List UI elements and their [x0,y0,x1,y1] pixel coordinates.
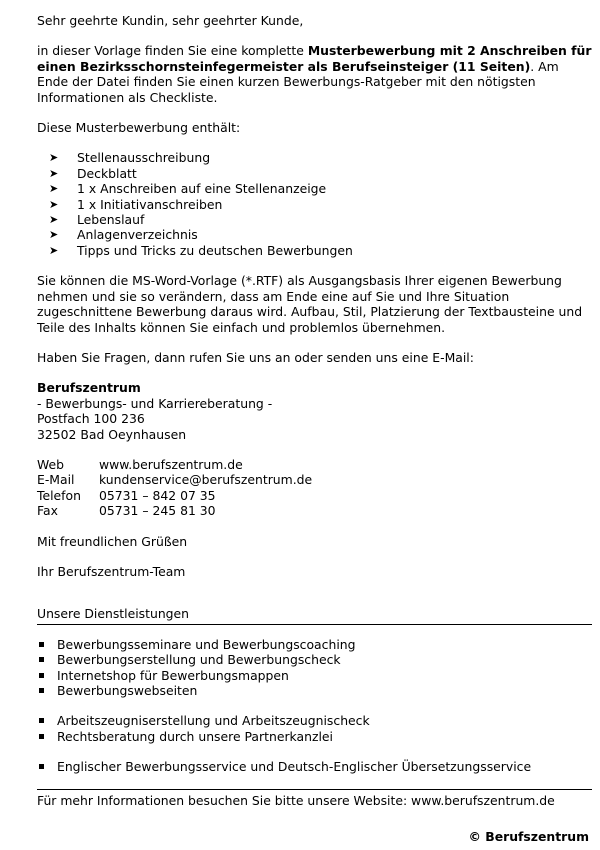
square-bullet-icon [39,764,44,769]
list-item: Rechtsberatung durch unsere Partnerkanzlei [37,729,592,744]
company-name: Berufszentrum [37,380,141,396]
web-link[interactable]: www.berufszentrum.de [99,456,243,472]
intro-text-2: . Am Ende der Datei finden Sie einen kurzen Bewerbungs-Ratgeber mit den nötigsten Informationen als Checkliste. [37,58,559,105]
square-bullet-icon [39,642,44,647]
signature: Ihr Berufszentrum-Team [37,563,186,579]
greeting: Sehr geehrte Kundin, sehr geehrter Kunde, [37,13,304,28]
square-bullet-icon [39,673,44,678]
city: 32502 Bad Oeynhausen [37,426,187,442]
postbox: Postfach 100 236 [37,411,145,427]
list-item: Bewerbungswebseiten [37,683,592,698]
copyright: © Berufszentrum [468,829,589,844]
list-item: ➤ 1 x Initiativanschreiben [49,196,223,212]
list-item: ➤ Lebenslauf [49,212,145,228]
list-item: ➤ Tipps und Tricks zu deutschen Bewerbungen [49,242,353,258]
arrow-bullet-icon: ➤ [49,151,59,165]
document-page [37,13,592,808]
more-info: Für mehr Informationen besuchen Sie bitte unsere Website: www.berufszentrum.de [37,792,555,808]
list-item: ➤ Stellenausschreibung [49,150,211,166]
list-item: Arbeitszeugniserstellung und Arbeitszeugnischeck [37,713,592,728]
services-list-1 [37,637,592,699]
closing: Mit freundlichen Grüßen [37,533,188,549]
arrow-bullet-icon: ➤ [49,182,59,196]
list-item: ➤ 1 x Anschreiben auf eine Stellenanzeige [49,181,327,197]
list-item: Bewerbungsseminare und Bewerbungscoaching [37,637,592,652]
arrow-bullet-icon: ➤ [49,197,59,211]
contents-list [37,150,592,258]
list-item: Internetshop für Bewerbungsmappen [37,668,592,683]
footer-divider [37,789,592,790]
services-list-3 [37,759,592,774]
questions-paragraph: Haben Sie Fragen, dann rufen Sie uns an oder senden uns eine E-Mail: [37,349,474,365]
contact-phone: Telefon 05731 – 842 07 35 [37,487,216,503]
company-tagline: - Bewerbungs- und Karriereberatung - [37,395,273,411]
intro-bold: Musterbewerbung mit 2 Anschreiben für einen Bezirksschornsteinfegermeister als Berufseinsteiger (11 Seiten) [37,43,592,74]
arrow-bullet-icon: ➤ [49,166,59,180]
list-item: ➤ Anlagenverzeichnis [49,227,198,243]
arrow-bullet-icon: ➤ [49,228,59,242]
square-bullet-icon [39,688,44,693]
arrow-bullet-icon: ➤ [49,243,59,257]
services-title: Unsere Dienstleistungen [37,606,592,624]
list-item: ➤ Deckblatt [49,165,137,181]
list-item: Englischer Bewerbungsservice und Deutsch-Englischer Übersetzungsservice [37,759,592,774]
services-list-2 [37,713,592,744]
square-bullet-icon [39,718,44,723]
square-bullet-icon [39,657,44,662]
square-bullet-icon [39,734,44,739]
intro-paragraph [37,43,592,105]
address-block [37,380,592,442]
contact-web: Web www.berufszentrum.de [37,456,243,472]
contact-email: E-Mail kundenservice@berufszentrum.de [37,472,313,488]
contact-block [37,457,592,519]
phone-number: 05731 – 842 07 35 [99,487,216,503]
fax-number: 05731 – 245 81 30 [99,503,216,519]
intro-text-1: in dieser Vorlage finden Sie eine komplette [37,43,308,59]
usage-paragraph: Sie können die MS-Word-Vorlage (*.RTF) als Ausgangsbasis Ihrer eigenen Bewerbung nehmen und sie so verändern, dass am Ende eine auf Sie und Ihre Situation zugeschnittene Bewerbung daraus wird. Aufbau, Stil, Platzierung der Textbausteine und Teile des Inhalts können Sie einfach und problemlos übernehmen. [37,273,583,335]
arrow-bullet-icon: ➤ [49,213,59,227]
contact-fax: Fax 05731 – 245 81 30 [37,503,216,519]
list-item: Bewerbungserstellung und Bewerbungscheck [37,652,592,667]
email-link[interactable]: kundenservice@berufszentrum.de [99,472,313,488]
contents-heading: Diese Musterbewerbung enthält: [37,120,241,136]
